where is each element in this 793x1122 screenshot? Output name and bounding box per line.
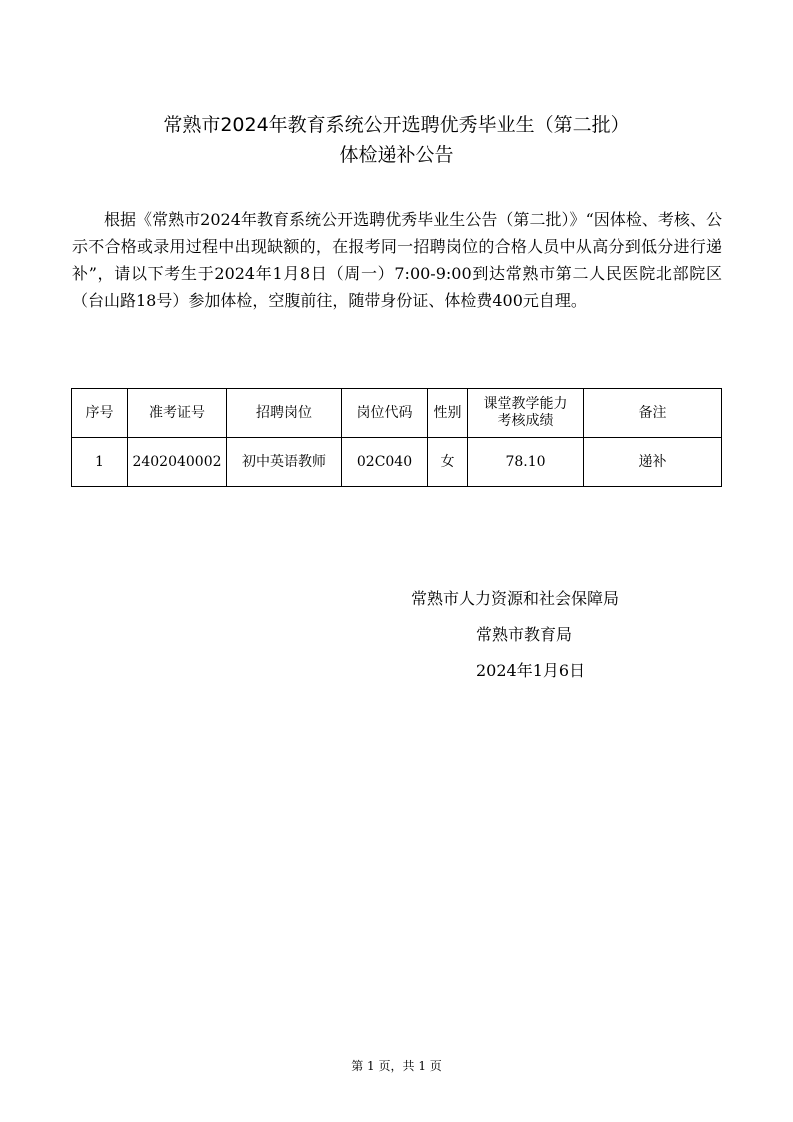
document-title-line-1: 常熟市2024年教育系统公开选聘优秀毕业生（第二批）: [163, 114, 630, 136]
header-score-line-1: 课堂教学能力: [483, 396, 568, 412]
table-row: [72, 438, 722, 487]
cell-gender: 女: [428, 438, 468, 487]
header-score-line-2: 考核成绩: [497, 413, 554, 429]
header-seq: 序号: [72, 389, 128, 438]
signature-org-hrss: 常熟市人力资源和社会保障局: [411, 589, 620, 608]
header-position: 招聘岗位: [227, 389, 342, 438]
candidate-table: [71, 388, 722, 487]
document-title-line-2: 体检递补公告: [339, 144, 454, 166]
table-header-row: [72, 389, 722, 438]
cell-remark: 递补: [584, 438, 722, 487]
header-exam-id: 准考证号: [128, 389, 227, 438]
header-position-code: 岗位代码: [342, 389, 428, 438]
page-footer: 第 1 页，共 1 页: [351, 1059, 442, 1073]
announcement-body: 根据《常熟市2024年教育系统公开选聘优秀毕业生公告（第二批）》“因体检、考核、公示不合格或录用过程中出现缺额的，在报考同一招聘岗位的合格人员中从高分到低分进行递补”，请以下考生于2024年1月8日（周一）7:00-9:00到达常熟市第二人民医院北部院区（台山路18号）参加体检，空腹前往，随带身份证、体检费400元自理。: [72, 210, 722, 310]
cell-seq: 1: [72, 438, 128, 487]
header-gender: 性别: [428, 389, 468, 438]
cell-exam-id: 2402040002: [128, 438, 227, 487]
signature-org-education: 常熟市教育局: [476, 625, 573, 644]
header-remark: 备注: [584, 389, 722, 438]
signature-date: 2024年1月6日: [476, 661, 586, 680]
cell-position-code: 02C040: [342, 438, 428, 487]
cell-position: 初中英语教师: [227, 438, 342, 487]
header-score: [468, 389, 584, 438]
cell-score: 78.10: [468, 438, 584, 487]
